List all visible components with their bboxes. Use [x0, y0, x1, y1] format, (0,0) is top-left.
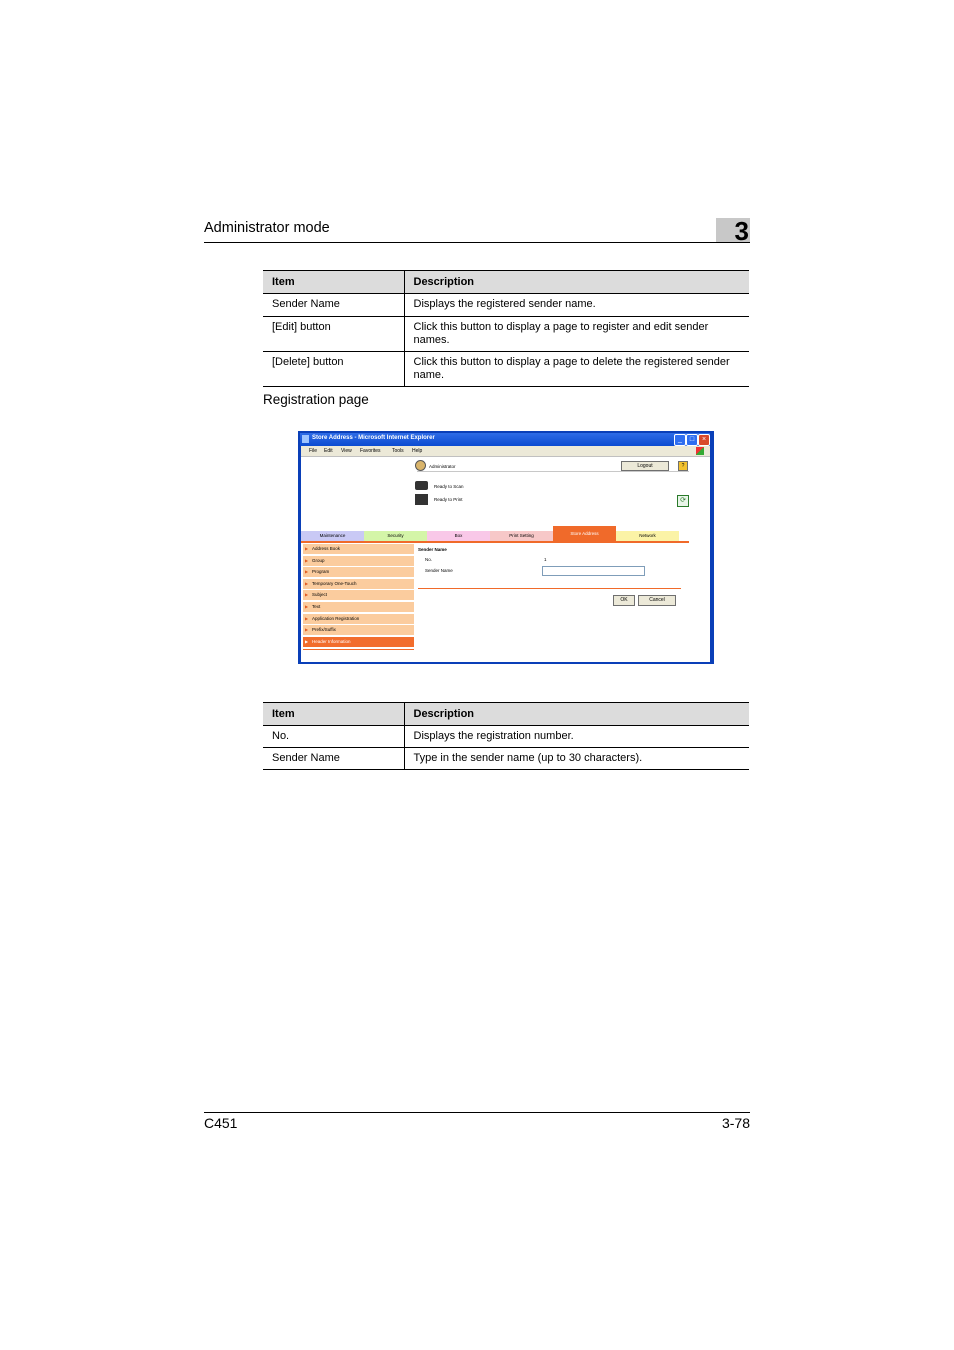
table-row	[263, 294, 749, 317]
divider	[417, 471, 689, 472]
menu-help[interactable]: Help	[412, 448, 423, 454]
menu-bar	[301, 446, 710, 457]
section-title: Administrator mode	[204, 220, 330, 236]
sidebar-divider	[303, 649, 414, 650]
menu-favorites[interactable]: Favorites	[360, 448, 381, 454]
sidebar-menu	[303, 544, 414, 650]
menu-edit[interactable]: Edit	[324, 448, 333, 454]
item-cell: Sender Name	[263, 748, 404, 770]
close-icon[interactable]: ×	[698, 434, 710, 446]
column-header-description: Description	[404, 703, 749, 726]
registration-page-heading: Registration page	[263, 392, 369, 407]
help-button[interactable]: ?	[678, 461, 688, 471]
window-titlebar	[300, 433, 710, 446]
footer-model: C451	[204, 1115, 238, 1131]
status-print: Ready to Print	[434, 497, 463, 502]
menu-file[interactable]: File	[309, 448, 318, 454]
ok-button[interactable]: OK	[613, 595, 635, 606]
sender-name-input[interactable]	[542, 566, 645, 576]
tab-box[interactable]: Box	[427, 531, 490, 541]
description-cell: Displays the registered sender name.	[404, 294, 749, 317]
description-cell: Click this button to display a page to register and edit sender names.	[404, 317, 749, 352]
scanner-icon	[415, 481, 428, 490]
menu-view[interactable]: View	[341, 448, 352, 454]
sidebar-item-program[interactable]: ▶ Program	[303, 567, 414, 577]
tab-store-address[interactable]: Store Address	[553, 526, 616, 541]
sender-name-table	[263, 270, 749, 387]
registration-fields-table	[263, 702, 749, 770]
window-title: Store Address - Microsoft Internet Explorer	[312, 435, 435, 441]
tab-network[interactable]: Network	[616, 531, 679, 541]
sidebar-item-subject[interactable]: ▶ Subject	[303, 590, 414, 600]
printer-icon	[415, 494, 428, 505]
refresh-icon[interactable]: ⟳	[677, 495, 689, 507]
windows-logo-icon	[696, 447, 704, 455]
footer-page-number: 3-78	[721, 1115, 750, 1131]
column-header-description: Description	[404, 271, 749, 294]
footer-rule	[204, 1112, 750, 1113]
item-cell: [Edit] button	[263, 317, 404, 352]
description-cell: Displays the registration number.	[404, 726, 749, 748]
no-label: No.	[425, 557, 433, 562]
sidebar-item-group[interactable]: ▶ Group	[303, 556, 414, 566]
tab-maintenance[interactable]: Maintenance	[301, 531, 364, 541]
table-row	[263, 748, 749, 770]
browser-window-screenshot	[298, 431, 714, 664]
minimize-icon[interactable]: _	[674, 434, 686, 446]
sidebar-item-header-information[interactable]: ▶ Header Information	[303, 637, 414, 647]
table-row	[263, 726, 749, 748]
ie-icon	[302, 435, 309, 443]
sidebar-item-prefix-suffix[interactable]: ▶ Prefix/Suffix	[303, 625, 414, 635]
item-cell: No.	[263, 726, 404, 748]
maximize-icon[interactable]: □	[686, 434, 698, 446]
logout-button[interactable]: Logout	[621, 461, 669, 471]
sidebar-item-application-registration[interactable]: ▶ Application Registration	[303, 614, 414, 624]
description-cell: Click this button to display a page to delete the registered sender name.	[404, 352, 749, 387]
description-cell: Type in the sender name (up to 30 characters).	[404, 748, 749, 770]
column-header-item: Item	[263, 271, 404, 294]
item-cell: [Delete] button	[263, 352, 404, 387]
administrator-label: Administrator	[429, 464, 456, 469]
browser-content	[301, 446, 710, 662]
sidebar-item-text[interactable]: ▶ Text	[303, 602, 414, 612]
no-value: 1	[544, 557, 547, 562]
chapter-number: 3	[734, 216, 749, 246]
menu-tools[interactable]: Tools	[392, 448, 404, 454]
tab-print-setting[interactable]: Print Setting	[490, 531, 553, 541]
column-header-item: Item	[263, 703, 404, 726]
sidebar-item-temporary-one-touch[interactable]: ▶ Temporary One-Touch	[303, 579, 414, 589]
cancel-button[interactable]: Cancel	[638, 595, 676, 606]
table-row	[263, 317, 749, 352]
table-row	[263, 352, 749, 387]
item-cell: Sender Name	[263, 294, 404, 317]
sender-name-label: Sender Name	[425, 568, 453, 573]
header-rule	[204, 242, 750, 243]
form-divider	[418, 588, 681, 589]
form-title: Sender Name	[418, 547, 447, 552]
status-scan: Ready to Scan	[434, 484, 464, 489]
tab-security[interactable]: Security	[364, 531, 427, 541]
administrator-icon	[415, 460, 426, 471]
tab-underline	[301, 541, 689, 543]
sidebar-item-address-book[interactable]: ▶ Address Book	[303, 544, 414, 554]
